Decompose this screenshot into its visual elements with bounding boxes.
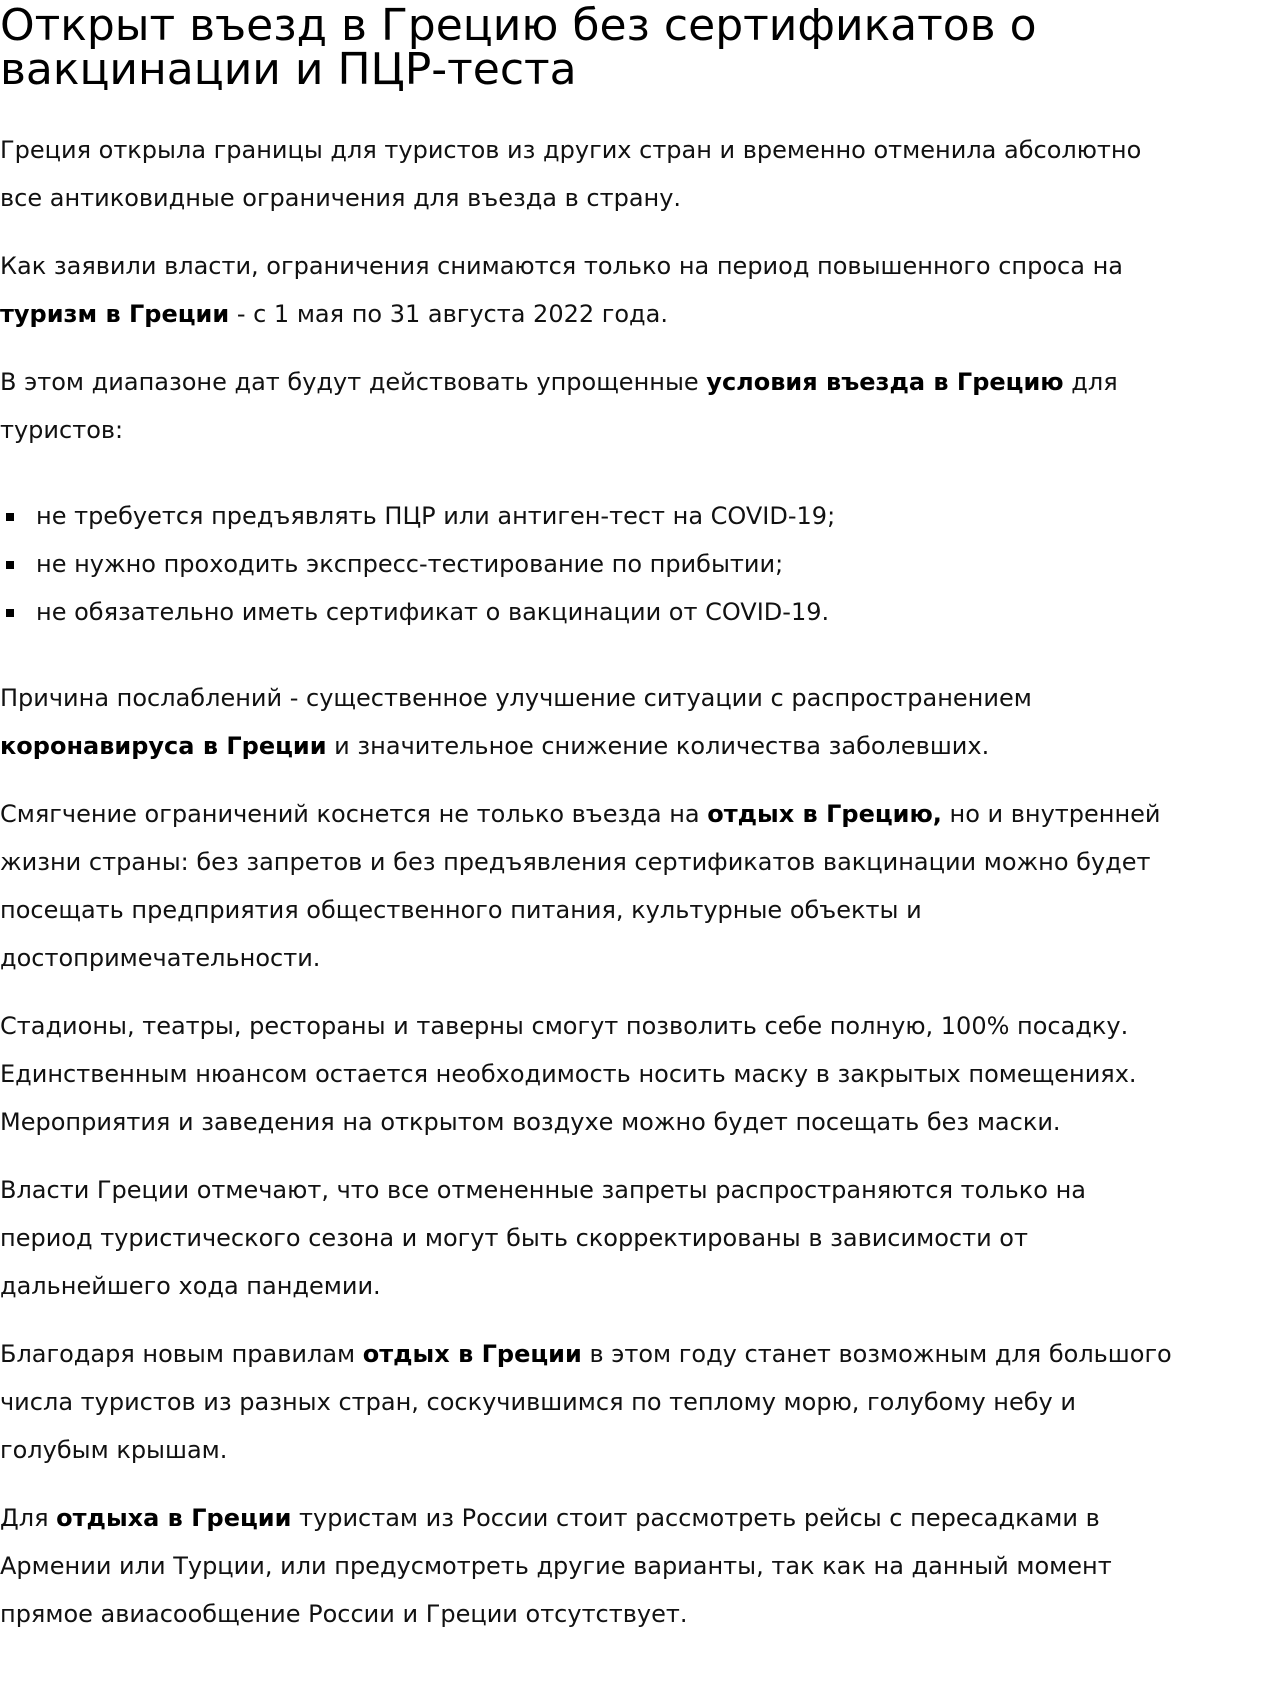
bullet-square-icon bbox=[6, 561, 14, 569]
paragraph-reason-text-a: Причина послаблений - существенное улучшение ситуации с распространением bbox=[0, 684, 1032, 712]
link-entry-conditions: условия въезда в Грецию bbox=[706, 368, 1064, 396]
link-coronavirus-greece: коронавируса в Греции bbox=[0, 732, 327, 760]
conditions-list bbox=[0, 492, 1270, 636]
paragraph-conditions bbox=[0, 358, 1160, 454]
paragraph-flights bbox=[0, 1494, 1160, 1638]
list-item-text: не обязательно иметь сертификат о вакцинации от COVID-19. bbox=[36, 598, 830, 626]
paragraph-softening bbox=[0, 790, 1165, 982]
paragraph-softening-text-c: но и внутренней жизни страны: без запретов и без предъявления сертификатов вакцинации можно будет посещать предприятия общественного питания, культурные объекты и достопримечательности. bbox=[0, 800, 1161, 972]
bullet-square-icon bbox=[6, 513, 14, 521]
list-item bbox=[0, 588, 1270, 636]
link-tourism-greece: туризм в Греции bbox=[0, 300, 230, 328]
list-item bbox=[0, 492, 1270, 540]
list-item bbox=[0, 540, 1270, 588]
paragraph-reason bbox=[0, 674, 1160, 770]
paragraph-new-rules-text-c: в этом году станет возможным для большого числа туристов из разных стран, соскучившимся по теплому морю, голубому небу и голубым крышам. bbox=[0, 1340, 1172, 1464]
link-holiday-greece: отдыха в Греции bbox=[56, 1504, 292, 1532]
paragraph-period bbox=[0, 242, 1160, 338]
article-title: Открыт въезд в Грецию без сертификатов о вакцинации и ПЦР-теста bbox=[0, 0, 1037, 95]
paragraph-period-text-a: Как заявили власти, ограничения снимаются только на период повышенного спроса на bbox=[0, 252, 1123, 280]
link-rest-greece: отдых в Греции bbox=[362, 1340, 582, 1368]
paragraph-softening-text-a: Смягчение ограничений коснется не только въезда на bbox=[0, 800, 708, 828]
paragraph-conditions-text-a: В этом диапазоне дат будут действовать упрощенные bbox=[0, 368, 707, 396]
paragraph-conditions-text-c: для туристов: bbox=[0, 368, 1118, 444]
bullet-square-icon bbox=[6, 609, 14, 617]
paragraph-new-rules bbox=[0, 1330, 1175, 1474]
paragraph-intro: Греция открыла границы для туристов из других стран и временно отменила абсолютно все антиковидные ограничения для въезда в страну. bbox=[0, 136, 1142, 212]
paragraph-authorities: Власти Греции отмечают, что все отмененные запреты распространяются только на период туристического сезона и могут быть скорректированы в зависимости от дальнейшего хода пандемии. bbox=[0, 1176, 1087, 1300]
paragraph-period-text-c: - с 1 мая по 31 августа 2022 года. bbox=[229, 300, 668, 328]
paragraph-new-rules-text-a: Благодаря новым правилам bbox=[0, 1340, 363, 1368]
paragraph-stadiums: Стадионы, театры, рестораны и таверны смогут позволить себе полную, 100% посадку. Единственным нюансом остается необходимость носить маску в закрытых помещениях. Мероприятия и заведения на открытом воздухе можно будет посещать без маски. bbox=[0, 1012, 1137, 1136]
link-vacation-greece: отдых в Грецию, bbox=[707, 800, 942, 828]
list-item-text: не нужно проходить экспресс-тестирование по прибытии; bbox=[36, 550, 784, 578]
paragraph-flights-text-a: Для bbox=[0, 1504, 57, 1532]
paragraph-reason-text-c: и значительное снижение количества заболевших. bbox=[326, 732, 990, 760]
list-item-text: не требуется предъявлять ПЦР или антиген-тест на COVID-19; bbox=[36, 502, 836, 530]
paragraph-flights-text-c: туристам из России стоит рассмотреть рейсы с пересадками в Армении или Турции, или предусмотреть другие варианты, так как на данный момент прямое авиасообщение России и Греции отсутствует. bbox=[0, 1504, 1112, 1628]
